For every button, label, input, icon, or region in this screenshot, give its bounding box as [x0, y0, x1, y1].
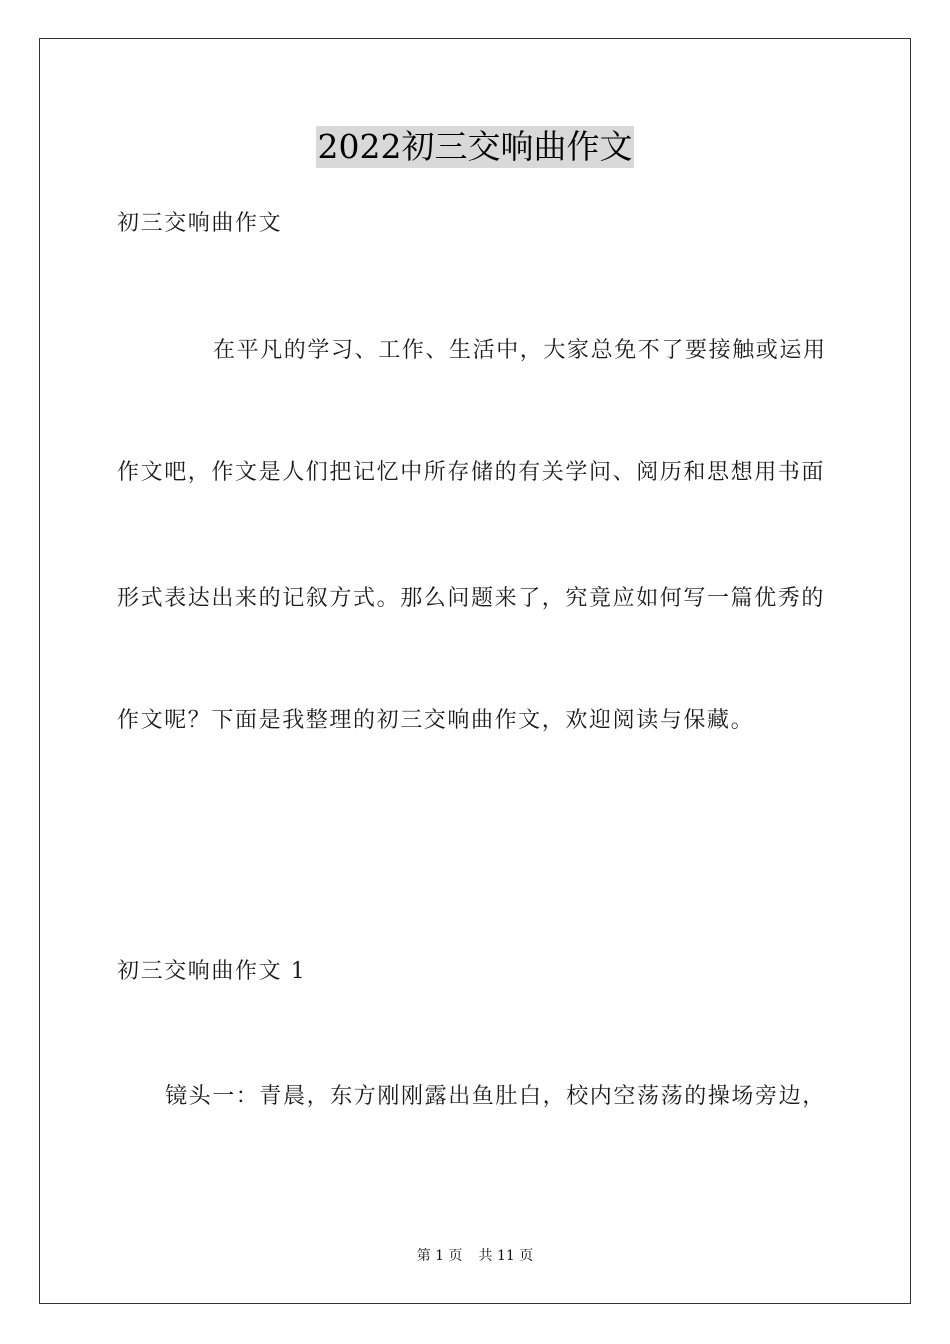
section-paragraph-line-1: 镜头一：青晨，东方刚刚露出鱼肚白，校内空荡荡的操场旁边， [165, 1084, 826, 1109]
page-footer [0, 1247, 950, 1265]
document-subtitle: 初三交响曲作文 [117, 211, 283, 236]
paragraph-line-3: 形式表达出来的记叙方式。那么问题来了，究竟应如何写一篇优秀的 [117, 586, 826, 611]
paragraph-line-2: 作文吧，作文是人们把记忆中所存储的有关学问、阅历和思想用书面 [117, 460, 826, 485]
page-number-total: 共 11 页 [478, 1248, 534, 1264]
page-number-current: 第 1 页 [416, 1248, 463, 1264]
document-title: 2022初三交响曲作文 [317, 127, 633, 166]
paragraph-line-1: 在平凡的学习、工作、生活中，大家总免不了要接触或运用 [213, 338, 827, 363]
paragraph-line-4: 作文呢？下面是我整理的初三交响曲作文，欢迎阅读与保藏。 [117, 708, 755, 733]
title-container [0, 126, 950, 168]
section-heading: 初三交响曲作文 1 [117, 959, 307, 984]
